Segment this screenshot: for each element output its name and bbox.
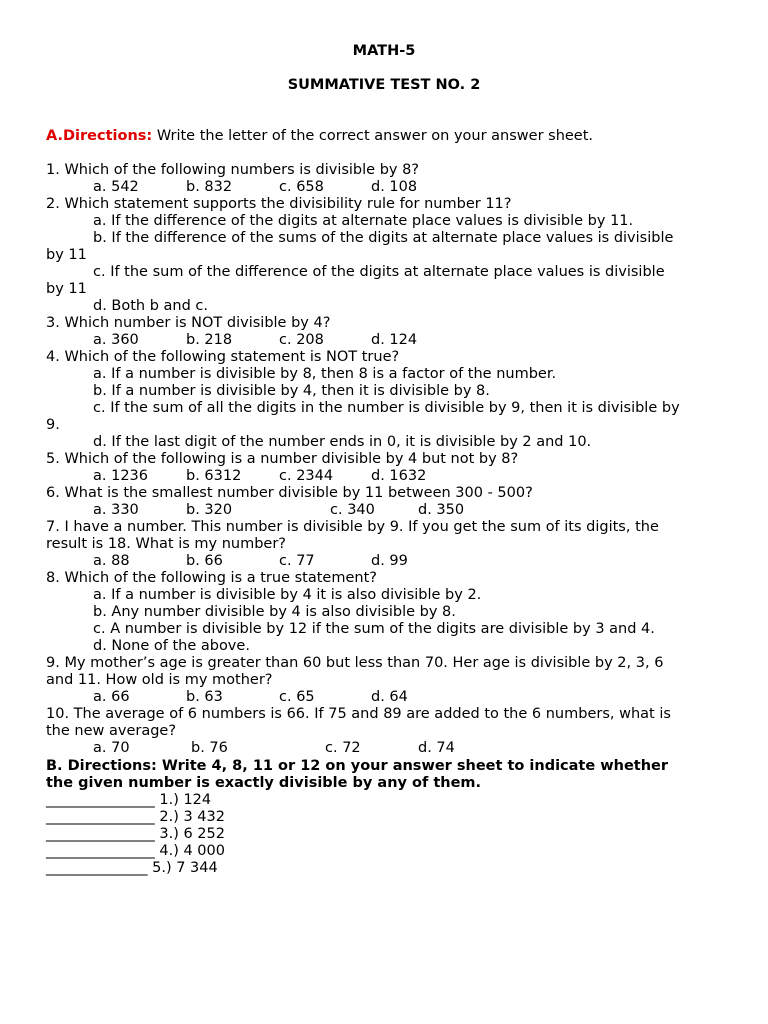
option-b: b. If a number is divisible by 4, then it is divisible by 8. xyxy=(93,383,490,399)
question-1-options xyxy=(0,179,768,196)
question-9-continued: and 11. How old is my mother? xyxy=(46,672,273,688)
answer-item-1: _______________ 1.) 124 xyxy=(46,792,212,808)
option-b: b. 66 xyxy=(186,553,223,569)
option-c: c. 2344 xyxy=(279,468,334,484)
option-a: a. 542 xyxy=(93,179,139,195)
option-d: d. 74 xyxy=(418,740,455,756)
question-2: 2. Which statement supports the divisibility rule for number 11? xyxy=(46,196,512,212)
question-10-continued: the new average? xyxy=(46,723,177,739)
question-6-options xyxy=(0,502,768,519)
option-b-continued: by 11 xyxy=(46,247,87,263)
option-b: b. 832 xyxy=(186,179,233,195)
option-a: a. 66 xyxy=(93,689,130,705)
question-9: 9. My mother’s age is greater than 60 but less than 70. Her age is divisible by 2, 3, 6 xyxy=(46,655,664,671)
test-title: SUMMATIVE TEST NO. 2 xyxy=(287,77,481,93)
option-c: c. 77 xyxy=(279,553,315,569)
option-d: d. 99 xyxy=(371,553,408,569)
question-6: 6. What is the smallest number divisible by 11 between 300 - 500? xyxy=(46,485,533,501)
option-a: a. 1236 xyxy=(93,468,149,484)
option-a: a. 330 xyxy=(93,502,139,518)
option-c: c. 658 xyxy=(279,179,324,195)
option-a: a. 88 xyxy=(93,553,130,569)
question-10: 10. The average of 6 numbers is 66. If 75 and 89 are added to the 6 numbers, what is xyxy=(46,706,671,722)
option-a: a. 360 xyxy=(93,332,139,348)
question-3-options xyxy=(0,332,768,349)
question-9-options xyxy=(0,689,768,706)
option-c: c. 340 xyxy=(330,502,375,518)
option-d: d. 64 xyxy=(371,689,408,705)
question-3: 3. Which number is NOT divisible by 4? xyxy=(46,315,331,331)
part-a-instruction: Write the letter of the correct answer on your answer sheet. xyxy=(156,128,594,144)
answer-item-2: _______________ 2.) 3 432 xyxy=(46,809,225,825)
subject-title: MATH-5 xyxy=(352,43,416,59)
option-c: c. 208 xyxy=(279,332,324,348)
question-5: 5. Which of the following is a number divisible by 4 but not by 8? xyxy=(46,451,519,467)
question-5-options xyxy=(0,468,768,485)
option-c: c. If the sum of all the digits in the number is divisible by 9, then it is divisible by xyxy=(93,400,680,416)
option-c: c. If the sum of the difference of the digits at alternate place values is divisible xyxy=(93,264,665,280)
option-b: b. 63 xyxy=(186,689,223,705)
option-b: b. Any number divisible by 4 is also divisible by 8. xyxy=(93,604,456,620)
option-b: b. 320 xyxy=(186,502,233,518)
option-c: c. 72 xyxy=(325,740,361,756)
option-d: d. 108 xyxy=(371,179,418,195)
option-a: a. If a number is divisible by 4 it is also divisible by 2. xyxy=(93,587,482,603)
answer-item-4: _______________ 4.) 4 000 xyxy=(46,843,225,859)
option-b: b. 218 xyxy=(186,332,233,348)
question-7-continued: result is 18. What is my number? xyxy=(46,536,286,552)
option-c-continued: 9. xyxy=(46,417,60,433)
part-b-directions: B. Directions: Write 4, 8, 11 or 12 on your answer sheet to indicate whether xyxy=(46,758,669,774)
part-b-directions-continued: the given number is exactly divisible by any of them. xyxy=(46,775,482,791)
option-d: d. None of the above. xyxy=(93,638,250,654)
option-c: c. A number is divisible by 12 if the sum of the digits are divisible by 3 and 4. xyxy=(93,621,655,637)
option-a: a. If the difference of the digits at alternate place values is divisible by 11. xyxy=(93,213,634,229)
option-d: d. Both b and c. xyxy=(93,298,209,314)
option-b: b. 76 xyxy=(191,740,228,756)
question-10-options xyxy=(0,740,768,757)
question-8: 8. Which of the following is a true statement? xyxy=(46,570,377,586)
question-7-options xyxy=(0,553,768,570)
question-4: 4. Which of the following statement is NOT true? xyxy=(46,349,400,365)
option-a: a. 70 xyxy=(93,740,130,756)
answer-item-5: ______________ 5.) 7 344 xyxy=(46,860,218,876)
option-a: a. If a number is divisible by 8, then 8 is a factor of the number. xyxy=(93,366,557,382)
option-d: d. 124 xyxy=(371,332,418,348)
question-1: 1. Which of the following numbers is divisible by 8? xyxy=(46,162,420,178)
question-7: 7. I have a number. This number is divisible by 9. If you get the sum of its digits, the xyxy=(46,519,659,535)
part-a-directions xyxy=(46,128,593,145)
option-c-continued: by 11 xyxy=(46,281,87,297)
option-b: b. 6312 xyxy=(186,468,242,484)
option-c: c. 65 xyxy=(279,689,315,705)
part-a-label: A.Directions: xyxy=(46,128,153,144)
answer-item-3: _______________ 3.) 6 252 xyxy=(46,826,225,842)
option-d: d. 350 xyxy=(418,502,465,518)
option-b: b. If the difference of the sums of the digits at alternate place values is divisible xyxy=(93,230,674,246)
option-d: d. If the last digit of the number ends in 0, it is divisible by 2 and 10. xyxy=(93,434,592,450)
option-d: d. 1632 xyxy=(371,468,427,484)
